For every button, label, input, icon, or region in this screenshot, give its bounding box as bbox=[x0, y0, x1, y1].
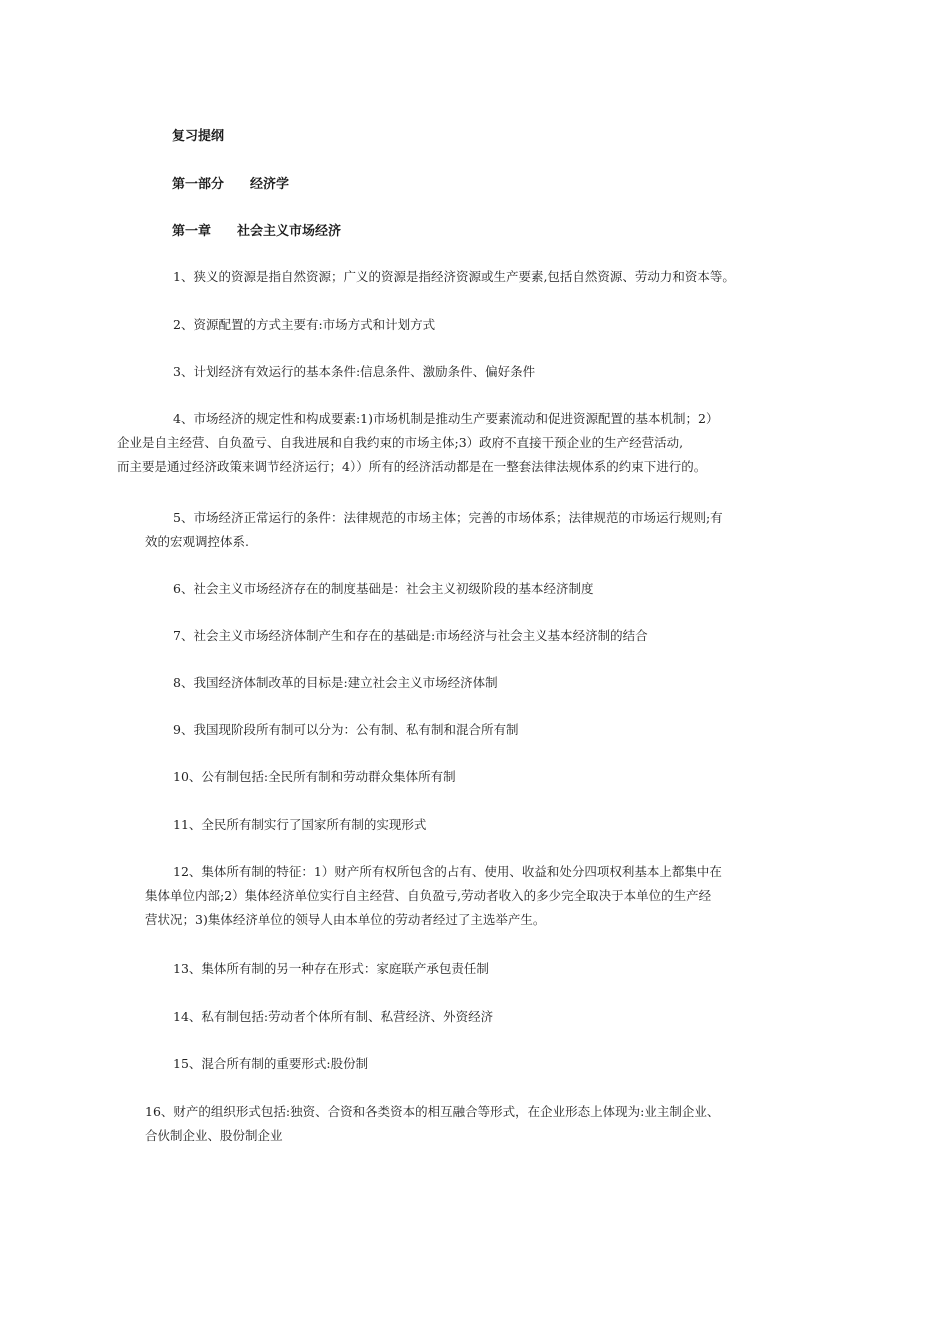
text-line: 2、资源配置的方式主要有:市场方式和计划方式 bbox=[173, 317, 436, 332]
text-line: 而主要是通过经济政策来调节经济运行；4））所有的经济活动都是在一整套法律法规体系的约束下进行的。 bbox=[117, 459, 707, 474]
document-title: 复习提纲 bbox=[172, 129, 225, 144]
text-line: 15、混合所有制的重要形式:股份制 bbox=[173, 1056, 369, 1071]
list-item bbox=[145, 671, 817, 695]
text-line: 4、市场经济的规定性和构成要素:1)市场机制是推动生产要素流动和促进资源配置的基本机制；2） bbox=[173, 411, 719, 426]
text-line: 9、我国现阶段所有制可以分为：公有制、私有制和混合所有制 bbox=[173, 722, 519, 737]
text-line: 13、集体所有制的另一种存在形式：家庭联产承包责任制 bbox=[173, 961, 489, 976]
text-line: 16、财产的组织形式包括:独资、合资和各类资本的相互融合等形式，在企业形态上体现为:业主制企业、 bbox=[145, 1104, 720, 1119]
text-line: 11、全民所有制实行了国家所有制的实现形式 bbox=[173, 817, 427, 832]
list-item bbox=[145, 718, 817, 742]
text-line: 企业是自主经营、自负盈亏、自我进展和自我约束的市场主体;3）政府不直接干预企业的生产经营活动, bbox=[117, 435, 684, 450]
list-item bbox=[145, 957, 817, 981]
text-line: 14、私有制包括:劳动者个体所有制、私营经济、外资经济 bbox=[173, 1009, 494, 1024]
list-item bbox=[145, 1005, 817, 1029]
list-item bbox=[145, 1100, 817, 1148]
text-line: 5、市场经济正常运行的条件：法律规范的市场主体；完善的市场体系；法律规范的市场运行规则;有 bbox=[173, 510, 723, 525]
list-item bbox=[145, 506, 817, 554]
list-item bbox=[145, 860, 817, 932]
text-line: 6、社会主义市场经济存在的制度基础是：社会主义初级阶段的基本经济制度 bbox=[173, 581, 594, 596]
text-line: 合伙制企业、股份制企业 bbox=[145, 1128, 283, 1143]
part-heading: 第一部分 经济学 bbox=[172, 177, 290, 192]
list-item bbox=[145, 624, 817, 648]
text-line: 效的宏观调控体系. bbox=[145, 534, 249, 549]
list-item bbox=[117, 407, 817, 479]
list-item bbox=[145, 1052, 817, 1076]
text-line: 集体单位内部;2）集体经济单位实行自主经营、自负盈亏,劳动者收入的多少完全取决于本单位的生产经 bbox=[145, 888, 712, 903]
text-line: 3、计划经济有效运行的基本条件:信息条件、激励条件、偏好条件 bbox=[173, 364, 536, 379]
chapter-heading: 第一章 社会主义市场经济 bbox=[172, 224, 342, 239]
list-item bbox=[145, 360, 817, 384]
text-line: 8、我国经济体制改革的目标是:建立社会主义市场经济体制 bbox=[173, 675, 498, 690]
text-line: 10、公有制包括:全民所有制和劳动群众集体所有制 bbox=[173, 769, 456, 784]
text-line: 12、集体所有制的特征：1）财产所有权所包含的占有、使用、收益和处分四项权利基本上都集中在 bbox=[173, 864, 722, 879]
list-item bbox=[145, 313, 817, 337]
list-item bbox=[145, 265, 817, 289]
list-item bbox=[145, 813, 817, 837]
list-item bbox=[145, 577, 817, 601]
text-line: 营状况；3)集体经济单位的领导人由本单位的劳动者经过了主选举产生。 bbox=[145, 912, 546, 927]
text-line: 1、狭义的资源是指自然资源；广义的资源是指经济资源或生产要素,包括自然资源、劳动力和资本等。 bbox=[173, 269, 735, 284]
text-line: 7、社会主义市场经济体制产生和存在的基础是:市场经济与社会主义基本经济制的结合 bbox=[173, 628, 648, 643]
list-item bbox=[145, 765, 817, 789]
